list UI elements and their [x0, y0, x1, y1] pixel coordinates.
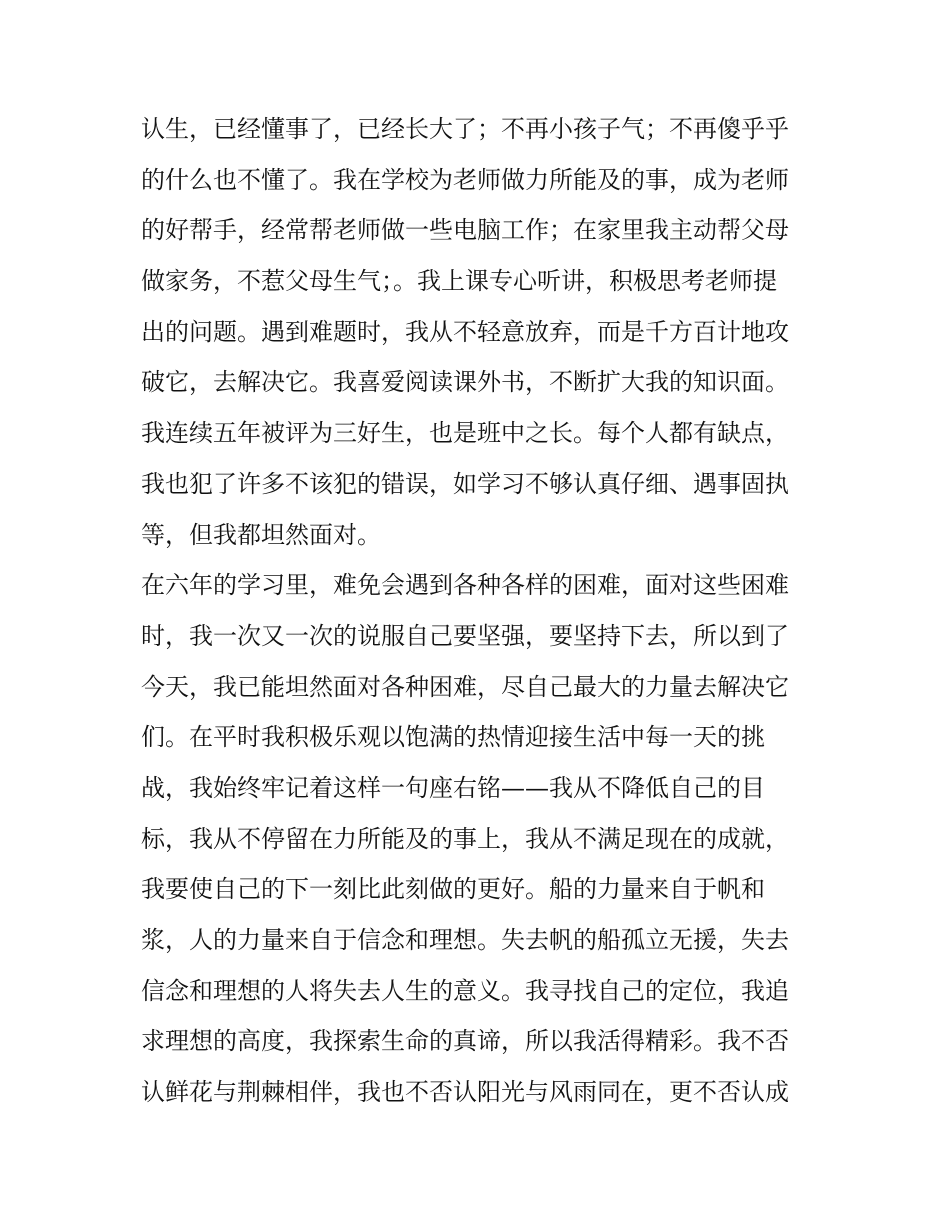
text-line: 标，我从不停留在力所能及的事上，我从不满足现在的成就，	[141, 824, 789, 853]
text-line: 破它，去解决它。我喜爱阅读课外书，不断扩大我的知识面。	[141, 368, 789, 397]
text-line: 信念和理想的人将失去人生的意义。我寻找自己的定位，我追	[141, 976, 789, 1005]
text-line: 求理想的高度，我探索生命的真谛，所以我活得精彩。我不否	[141, 1027, 789, 1056]
text-line: 们。在平时我积极乐观以饱满的热情迎接生活中每一天的挑	[141, 723, 765, 752]
text-line: 时，我一次又一次的说服自己要坚强，要坚持下去，所以到了	[141, 621, 789, 650]
text-line: 我也犯了许多不该犯的错误，如学习不够认真仔细、遇事固执	[141, 469, 789, 498]
text-line: 的什么也不懂了。我在学校为老师做力所能及的事，成为老师	[141, 165, 789, 194]
text-line: 的好帮手，经常帮老师做一些电脑工作；在家里我主动帮父母	[141, 216, 789, 245]
text-line: 做家务，不惹父母生气；。我上课专心听讲，积极思考老师提	[141, 267, 777, 296]
body-text	[141, 104, 821, 1118]
text-line: 我要使自己的下一刻比此刻做的更好。船的力量来自于帆和	[141, 875, 765, 904]
text-line: 认鲜花与荆棘相伴，我也不否认阳光与风雨同在，更不否认成	[141, 1078, 789, 1107]
text-line: 浆，人的力量来自于信念和理想。失去帆的船孤立无援，失去	[141, 926, 789, 954]
text-line: 出的问题。遇到难题时，我从不轻意放弃，而是千方百计地攻	[141, 317, 789, 346]
text-line: 战，我始终牢记着这样一句座右铭——我从不降低自己的目	[141, 773, 765, 802]
text-line: 我连续五年被评为三好生，也是班中之长。每个人都有缺点，	[141, 419, 789, 448]
paragraph-start-line: 在六年的学习里，难免会遇到各种各样的困难，面对这些困难	[141, 571, 789, 600]
text-line: 认生，已经懂事了，已经长大了；不再小孩子气；不再傻乎乎	[141, 115, 789, 143]
text-line: 等，但我都坦然面对。	[141, 520, 381, 549]
text-line: 今天，我已能坦然面对各种困难，尽自己最大的力量去解决它	[141, 672, 789, 701]
